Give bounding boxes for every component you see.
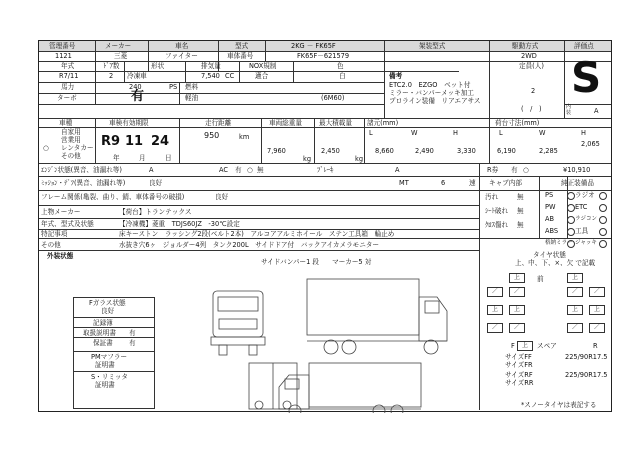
cargo-dims-label: 荷台寸法(mm) bbox=[495, 119, 540, 127]
frame-label: フレーム関係(亀裂、曲り、錆、車体番号の破損) bbox=[41, 193, 185, 201]
option-check-5 bbox=[599, 216, 607, 224]
max-load: 2,450 bbox=[321, 147, 340, 155]
cargo-W-label: W bbox=[539, 129, 546, 137]
speed-unit: 速 bbox=[469, 179, 476, 187]
option-check-6 bbox=[567, 228, 575, 236]
shape-label: 形状 bbox=[151, 62, 165, 70]
tire-rf-2: 上 bbox=[509, 305, 525, 315]
inner-grade: A bbox=[594, 107, 599, 115]
car-name-label: 車名 bbox=[175, 42, 189, 50]
size-rf: 225/90R17.5 bbox=[565, 371, 608, 379]
special-label: 特記事項 bbox=[41, 230, 68, 238]
option-check-3 bbox=[599, 204, 607, 212]
color-label: 色 bbox=[337, 62, 344, 70]
car-name: ファイター bbox=[165, 52, 198, 60]
dim-W-label: W bbox=[411, 129, 418, 137]
notes-line-1: ETC2.0 EZGO ベット付 bbox=[389, 81, 471, 89]
gross-weight: 7,960 bbox=[267, 147, 286, 155]
inspection-day: 24 bbox=[151, 134, 170, 149]
hp-label: 馬力 bbox=[61, 83, 75, 91]
max-load-label: 最大積載量 bbox=[319, 119, 352, 127]
mileage-label: 走行距離 bbox=[205, 119, 232, 127]
day-unit: 日 bbox=[165, 154, 172, 162]
spare-F-cell: 上 bbox=[517, 341, 533, 351]
inspection-label: 車検有効期限 bbox=[109, 119, 149, 127]
engine: A bbox=[149, 166, 154, 174]
ac-no: 無 bbox=[257, 166, 264, 174]
cargo-L-label: L bbox=[499, 129, 503, 137]
gross-weight-label: 車両総重量 bbox=[269, 119, 302, 127]
appraisal-sheet bbox=[38, 40, 612, 412]
size-fr-label: サイズFR bbox=[505, 361, 533, 369]
fglass: 良好 bbox=[101, 307, 115, 315]
inspection-era: R9 bbox=[101, 134, 121, 149]
exterior-caption: サイドバンパー1 段 マーカー5 対 bbox=[261, 258, 372, 266]
ac-label: AC bbox=[219, 166, 228, 174]
body-maker-label: 上物メーカー bbox=[41, 208, 81, 216]
cloth-label: ｸﾛｽ傷れ bbox=[485, 221, 509, 229]
option-0: PS bbox=[545, 191, 554, 199]
tires-title: タイヤ状態 bbox=[533, 251, 566, 259]
dirt-label: 汚れ bbox=[485, 193, 499, 201]
option-3: ETC bbox=[575, 203, 588, 211]
doors: 2 bbox=[109, 72, 114, 80]
tire-slot: ／ bbox=[589, 287, 605, 297]
manual: 有 bbox=[129, 329, 136, 337]
size-ff: 225/90R17.5 bbox=[565, 353, 608, 361]
notes-line-4: ( / ) bbox=[521, 105, 542, 113]
chassis-no: FK65F－621579 bbox=[297, 52, 350, 60]
vehicle-label: 車種 bbox=[59, 119, 73, 127]
tire-slot: ／ bbox=[487, 323, 503, 333]
fglass-label: Fガラス状態 bbox=[89, 299, 126, 307]
price: ¥10,910 bbox=[563, 166, 591, 174]
option-9: ジャッキ bbox=[575, 240, 597, 246]
turbo: 有 bbox=[131, 89, 145, 104]
dimensions-label: 諸元(mm) bbox=[367, 119, 399, 127]
other: 水抜き穴6ヶ ジョルダー4列 タンク200L サイドドア付 バックアイカメラモニター bbox=[119, 241, 380, 249]
notes-line-2: ミラー・バンパーメッキ加工 bbox=[389, 89, 474, 97]
option-5: ラジコン bbox=[575, 216, 598, 222]
brake: A bbox=[395, 166, 400, 174]
capacity: 2 bbox=[531, 87, 536, 95]
option-check-1 bbox=[599, 192, 607, 200]
drive-label: 駆動方式 bbox=[512, 42, 539, 50]
month-unit: 月 bbox=[139, 154, 146, 162]
tire-ff-right: 上 bbox=[567, 273, 583, 283]
tire-slot: ／ bbox=[567, 287, 583, 297]
cc-unit: CC bbox=[225, 72, 235, 80]
year-label: 年式 bbox=[61, 62, 75, 70]
record-label: 記録簿 bbox=[93, 319, 113, 327]
warranty-label: 保証書 bbox=[93, 339, 113, 347]
transmission: (6M60) bbox=[321, 94, 345, 102]
km-unit: km bbox=[239, 133, 250, 141]
special: 床キーストン ラッシング2段(ベルト2本) アルコアアルミホイール ステン工具箱 輪止め bbox=[119, 230, 395, 238]
year: R7/11 bbox=[59, 72, 79, 80]
fuel-label: 燃料 bbox=[185, 83, 199, 91]
exterior-title: 外装状態 bbox=[47, 252, 74, 260]
option-7: 工具 bbox=[575, 227, 589, 235]
spare-R: R bbox=[593, 342, 598, 350]
ps-unit: PS bbox=[169, 83, 178, 91]
kg-unit-1: kg bbox=[303, 155, 312, 163]
stock-no: 1121 bbox=[55, 52, 72, 60]
engine-label: ｴﾝｼﾞﾝ状態(異音、油漏れ等) bbox=[41, 166, 122, 174]
option-2: PW bbox=[545, 203, 556, 211]
size-rf-label: サイズRF bbox=[505, 371, 533, 379]
model-label: 型式 bbox=[235, 42, 249, 50]
option-8: 格納ミラー bbox=[545, 240, 573, 246]
mt-label: MT bbox=[399, 179, 409, 187]
spare-label: スペア bbox=[537, 342, 557, 350]
dirt: 無 bbox=[517, 193, 524, 201]
usage-circle: ○ bbox=[43, 144, 49, 152]
cargo-height: 2,065 bbox=[581, 140, 600, 148]
body-model-label: 年式、型式及状態 bbox=[41, 220, 94, 228]
tire-slot: ／ bbox=[509, 287, 525, 297]
usage-business: 営業用 bbox=[61, 136, 81, 144]
ac-mark: ○ bbox=[247, 166, 253, 174]
notes-line-3: プロライン装備 リアエアサス bbox=[389, 97, 481, 105]
capacity-label: 定員(人) bbox=[519, 62, 544, 70]
size-ff-label: サイズFF bbox=[505, 353, 532, 361]
cargo-H-label: H bbox=[581, 129, 586, 137]
nox-label: NOX規制 bbox=[249, 62, 277, 70]
mission: 良好 bbox=[149, 179, 163, 187]
stock-no-label: 管理番号 bbox=[49, 42, 76, 50]
dim-L-label: L bbox=[369, 129, 373, 137]
cab-label: キャブ内部 bbox=[489, 179, 522, 187]
brake-label: ﾌﾞﾚｰｷ bbox=[317, 166, 334, 174]
doors-label: ﾄﾞｱ数 bbox=[103, 62, 120, 70]
body-model: 【冷凍機】菱重 TDJS60JZ -30℃設定 bbox=[119, 220, 240, 228]
option-check-0 bbox=[567, 192, 575, 200]
displacement: 7,540 bbox=[201, 72, 220, 80]
other-label: その他 bbox=[41, 241, 61, 249]
cargo-width: 2,285 bbox=[539, 147, 558, 155]
tire-slot: ／ bbox=[509, 323, 525, 333]
tires-front: 前 bbox=[537, 275, 544, 283]
usage-rental: レンタカー bbox=[61, 144, 94, 152]
tire-rf-3: 上 bbox=[567, 305, 583, 315]
tire-slot: ／ bbox=[487, 287, 503, 297]
notes-label: 備考 bbox=[389, 72, 403, 80]
inspection-month: 11 bbox=[125, 134, 144, 149]
warranty: 有 bbox=[129, 339, 136, 347]
manual-label: 取扱説明書 bbox=[83, 329, 116, 337]
chassis-type-label: 架装型式 bbox=[419, 42, 446, 50]
spare-F: F bbox=[511, 342, 515, 350]
option-check-4 bbox=[567, 216, 575, 224]
mission-label: ﾐｯｼｮﾝ・ﾃﾞﾌ(異音、油漏れ等) bbox=[41, 179, 126, 187]
price-label: R券 bbox=[487, 166, 499, 174]
fuel: 軽油 bbox=[185, 94, 199, 102]
cloth: 無 bbox=[517, 221, 524, 229]
truck-diagram bbox=[159, 263, 479, 413]
width: 2,490 bbox=[415, 147, 434, 155]
tire-slot: ／ bbox=[567, 323, 583, 333]
nox: 適合 bbox=[255, 72, 269, 80]
color: 白 bbox=[339, 72, 346, 80]
body-maker: 【荷台】トランテックス bbox=[119, 208, 192, 216]
tires-legend: 上、中、下、×、欠 で記載 bbox=[515, 259, 596, 267]
mileage: 950 bbox=[204, 131, 220, 140]
score: S bbox=[571, 53, 602, 102]
turbo-label: ターボ bbox=[57, 94, 77, 102]
rip-label: ｼｰﾄ破れ bbox=[485, 207, 509, 215]
year-unit: 年 bbox=[113, 154, 120, 162]
drive: 2WD bbox=[521, 52, 537, 60]
genuine-label: 純正装備品 bbox=[561, 179, 594, 187]
limiter-cert: 証明書 bbox=[95, 381, 115, 389]
option-check-7 bbox=[599, 228, 607, 236]
height: 3,330 bbox=[457, 147, 476, 155]
gears: 6 bbox=[441, 179, 446, 187]
usage-private: 自家用 bbox=[61, 128, 81, 136]
grade-label: 評価点 bbox=[574, 42, 594, 50]
inner-label: 内装 bbox=[566, 104, 572, 116]
price-mark: ○ bbox=[523, 166, 529, 174]
option-1: ラジオ bbox=[575, 191, 595, 199]
cargo-length: 6,190 bbox=[497, 147, 516, 155]
option-check-9 bbox=[599, 240, 607, 248]
snow-note: *スノータイヤは表記する bbox=[521, 401, 597, 409]
size-rr-label: サイズRR bbox=[505, 379, 534, 387]
tire-rf-4: 上 bbox=[589, 305, 605, 315]
option-6: ABS bbox=[545, 227, 559, 235]
tire-ff-left: 上 bbox=[509, 273, 525, 283]
tire-rf-1: 上 bbox=[487, 305, 503, 315]
chassis-no-label: 車体番号 bbox=[227, 52, 254, 60]
pm-cert: 証明書 bbox=[95, 361, 115, 369]
maker: 三菱 bbox=[114, 52, 128, 60]
pm-label: PMマフラー bbox=[91, 353, 128, 361]
kg-unit-2: kg bbox=[355, 155, 364, 163]
shape: 冷凍車 bbox=[127, 72, 147, 80]
option-4: AB bbox=[545, 215, 555, 223]
tire-slot: ／ bbox=[589, 323, 605, 333]
price-yes: 有 bbox=[511, 166, 518, 174]
option-check-8 bbox=[567, 240, 575, 248]
maker-label: メーカー bbox=[105, 42, 132, 50]
hp: 240 bbox=[129, 83, 142, 91]
option-check-2 bbox=[567, 204, 575, 212]
usage-other: その他 bbox=[61, 152, 81, 160]
limiter-label: S・リミッタ bbox=[91, 373, 129, 381]
displacement-label: 排気量 bbox=[201, 62, 221, 70]
rip: 無 bbox=[517, 207, 524, 215]
model-value: 2KG － FK65F bbox=[291, 42, 336, 50]
length: 8,660 bbox=[375, 147, 394, 155]
dim-H-label: H bbox=[453, 129, 458, 137]
ac-yes: 有 bbox=[235, 166, 242, 174]
frame: 良好 bbox=[215, 193, 229, 201]
